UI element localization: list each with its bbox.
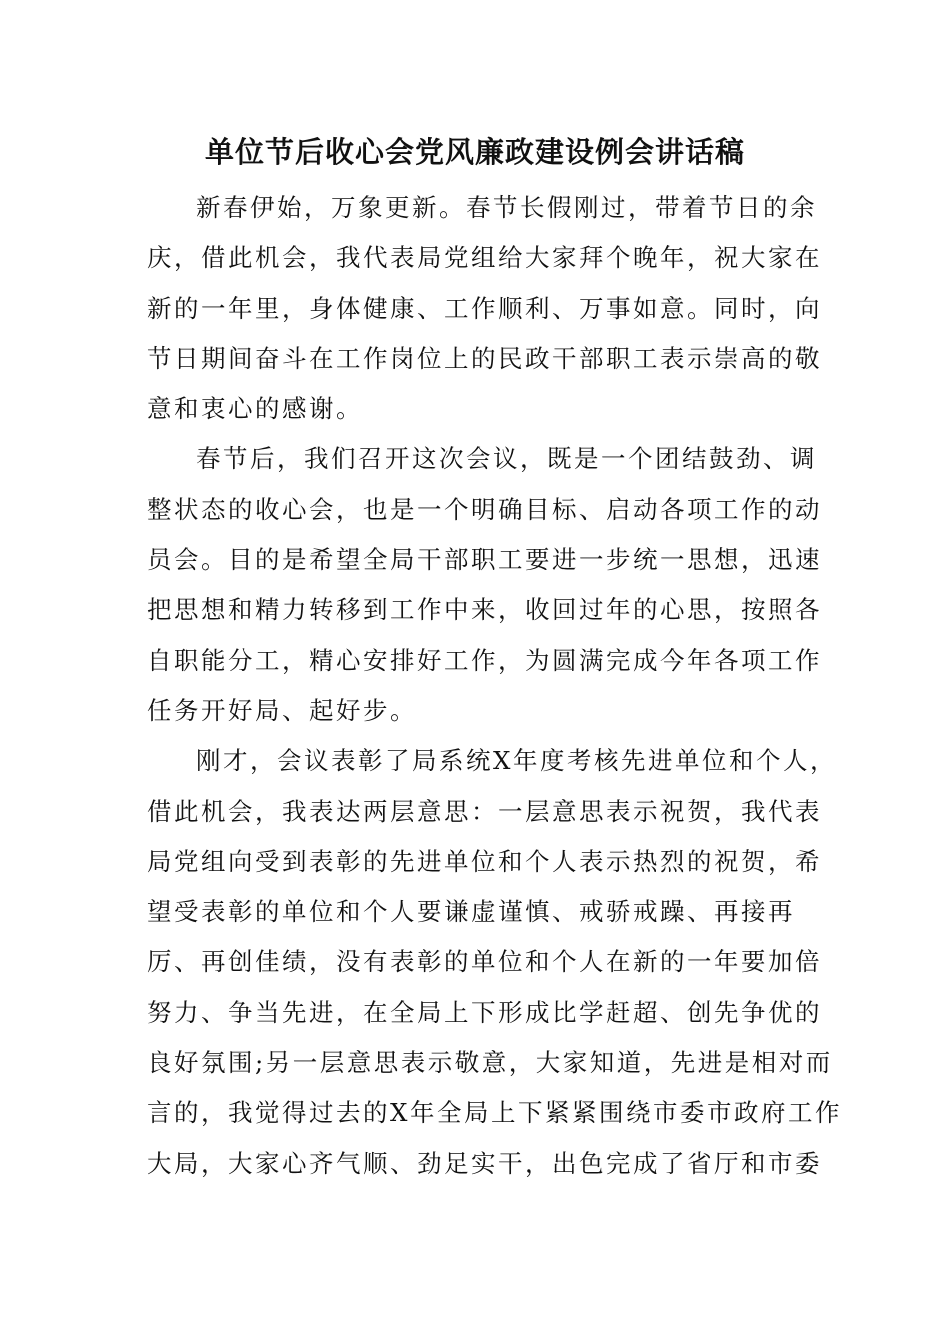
text-line: 自职能分工，精心安排好工作，为圆满完成今年各项工作 <box>147 645 822 675</box>
text-line: 望受表彰的单位和个人要谦虚谨慎、戒骄戒躁、再接再 <box>147 897 795 927</box>
text-line: 局党组向受到表彰的先进单位和个人表示热烈的祝贺，希 <box>147 846 822 876</box>
text-line: 大局，大家心齐气顺、劲足实干，出色完成了省厅和市委 <box>147 1148 822 1178</box>
text-line: 员会。目的是希望全局干部职工要进一步统一思想，迅速 <box>147 545 822 575</box>
text-line: 努力、争当先进，在全局上下形成比学赶超、创先争优的 <box>147 997 822 1027</box>
text-line: 把思想和精力转移到工作中来，收回过年的心思，按照各 <box>147 595 822 625</box>
text-line: 节日期间奋斗在工作岗位上的民政干部职工表示崇高的敬 <box>147 343 822 373</box>
text-line: 刚才，会议表彰了局系统X年度考核先进单位和个人， <box>196 746 837 776</box>
text-line: 任务开好局、起好步。 <box>147 695 417 725</box>
text-line: 良好氛围;另一层意思表示敬意，大家知道，先进是相对而 <box>147 1048 833 1078</box>
text-line: 庆，借此机会，我代表局党组给大家拜个晚年，祝大家在 <box>147 243 822 273</box>
paragraph-3 <box>147 736 842 1189</box>
text-line: 意和衷心的感谢。 <box>147 394 363 424</box>
document-body <box>147 183 842 1189</box>
text-line: 整状态的收心会，也是一个明确目标、启动各项工作的动 <box>147 494 822 524</box>
text-line: 厉、再创佳绩，没有表彰的单位和个人在新的一年要加倍 <box>147 947 822 977</box>
paragraph-2 <box>147 434 822 736</box>
text-line: 言的，我觉得过去的X年全局上下紧紧围绕市委市政府工作 <box>147 1098 842 1128</box>
text-line: 新的一年里，身体健康、工作顺利、万事如意。同时，向 <box>147 293 822 323</box>
document-title: 单位节后收心会党风廉政建设例会讲话稿 <box>204 135 745 169</box>
text-line: 新春伊始，万象更新。春节长假刚过，带着节日的余 <box>196 193 817 222</box>
text-line: 借此机会，我表达两层意思：一层意思表示祝贺，我代表 <box>147 796 822 826</box>
paragraph-1 <box>147 183 822 434</box>
text-line: 春节后，我们召开这次会议，既是一个团结鼓劲、调 <box>196 444 817 474</box>
